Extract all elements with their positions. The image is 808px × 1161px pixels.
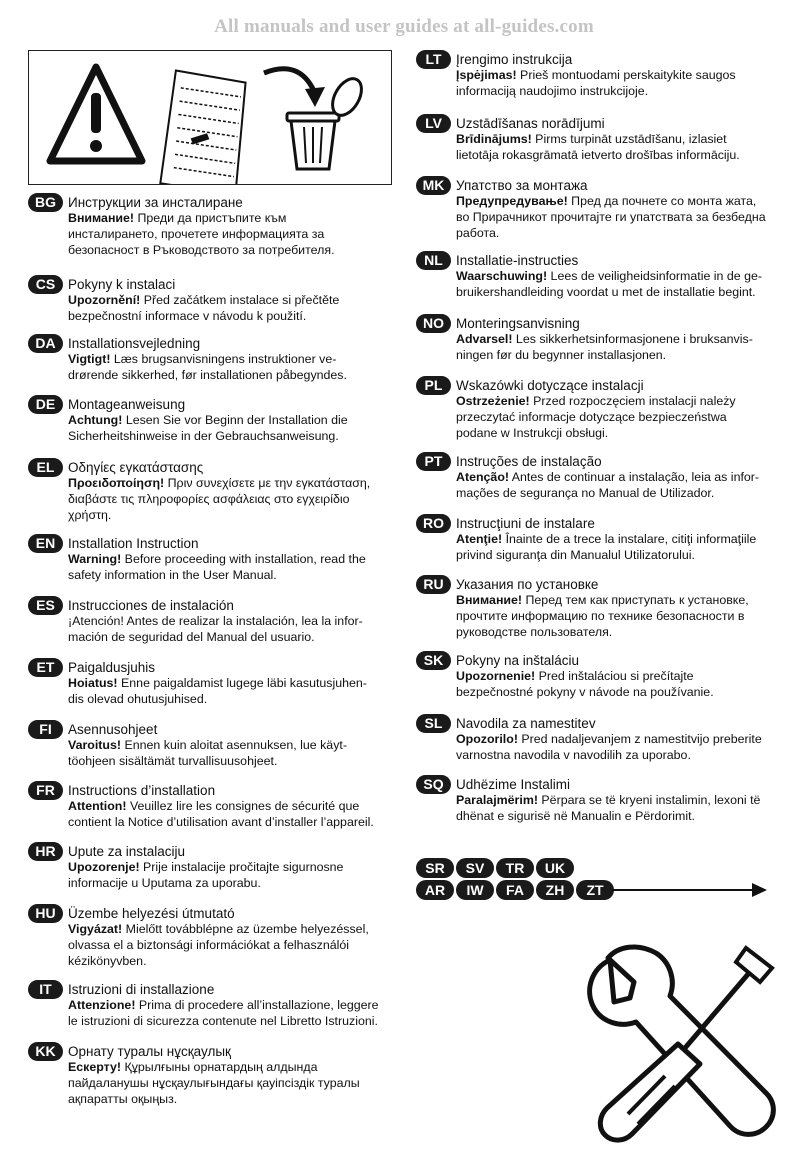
entry-body: Achtung! Lesen Sie vor Beginn der Installation die Sicherheitshinweise in der Gebrauchsanweisung. (68, 413, 348, 443)
language-badge: FA (496, 880, 534, 900)
language-badge: BG (28, 193, 63, 212)
trash-can-icon (287, 74, 367, 169)
entry-body: Vigyázat! Mielőtt továbblépne az üzembe helyezéssel, olvassa el a biztonsági információkat a felhasználói kézikönyvben. (68, 922, 369, 968)
entry-body: Ескерту! Құрылғыны орнатардың алдында пайдаланушы нұсқаулығындағы қауіпсіздік туралы ақпаратты оқыңыз. (68, 1060, 360, 1106)
warning-triangle-icon (50, 67, 142, 161)
entry-body: Paralajmërim! Përpara se të kryeni instalimin, lexoni të dhënat e sigurisë në Manualin e Përdorimit. (456, 793, 761, 823)
entry-body: Upozornění! Před začátkem instalace si přečtěte bezpečnostní informace v návodu k použití. (68, 293, 340, 323)
language-badge: ZT (576, 880, 614, 900)
language-badge: IT (28, 980, 63, 999)
language-badge: TR (496, 858, 534, 878)
entry-body: Upozorenje! Prije instalacije pročitajte sigurnosne informacije u Uputama za uporabu. (68, 860, 344, 890)
entry-body: Advarsel! Les sikkerhetsinformasjonene i bruksanvis- ningen før du begynner installasjonen. (456, 332, 753, 362)
warning-label: Upozornenie! (456, 669, 536, 683)
language-badge: PT (416, 452, 451, 471)
wrench-screwdriver-icon (580, 938, 780, 1148)
entry-title: Installatie-instructies (456, 253, 579, 268)
entry-title: Instrucţiuni de instalare (456, 516, 595, 531)
language-badge: CS (28, 275, 63, 294)
language-badge: HR (28, 842, 63, 861)
entry-title: Pokyny k instalaci (68, 277, 176, 292)
language-badge: ZH (536, 880, 574, 900)
language-badge: UK (536, 858, 574, 878)
warning-label: Ostrzeżenie! (456, 394, 530, 408)
watermark-text: All manuals and user guides at all-guides.com (214, 16, 594, 37)
manual-booklet-icon (141, 61, 269, 184)
entry-body: Hoiatus! Enne paigaldamist lugege läbi kasutusjuhen- dis olevad ohutusjuhised. (68, 676, 367, 706)
entry-title: Instructions d’installation (68, 783, 216, 798)
warning-label: Upozornění! (68, 293, 141, 307)
entry-body: Brīdinājums! Pirms turpināt uzstādīšanu, izlasiet lietotāja rokasgrāmatā ietverto drošības informāciju. (456, 132, 740, 162)
warning-label: Atenţie! (456, 532, 503, 546)
entry-title: Installation Instruction (68, 536, 199, 551)
arrow-right-icon (612, 880, 772, 900)
language-badge: DE (28, 395, 63, 414)
entry-title: Istruzioni di installazione (68, 982, 215, 997)
language-badge: LV (416, 114, 451, 133)
warning-label: Atenção! (456, 470, 510, 484)
entry-body: Внимание! Преди да пристъпите към инсталирането, прочетете информацията за безопасност в Ръководството за потребителя. (68, 211, 335, 257)
entry-body: Varoitus! Ennen kuin aloitat asennuksen, lue käyt- töohjeen sisältämät turvallisuusohjeet. (68, 738, 347, 768)
entry-body: Ostrzeżenie! Przed rozpoczęciem instalacji należy przeczytać informacje dotyczące bezpieczeństwa podane w Instrukcji obsługi. (456, 394, 736, 440)
entry-body: Atenţie! Înainte de a trece la instalare, citiţi informaţiile privind siguranţa din Manualul Utilizatorului. (456, 532, 757, 562)
entry-title: Uzstādīšanas norādījumi (456, 116, 605, 131)
entry-title: Asennusohjeet (68, 722, 158, 737)
language-badge: SL (416, 714, 451, 733)
language-badge: PL (416, 376, 451, 395)
warning-label: Προειδοποίηση! (68, 476, 165, 490)
language-badge: FI (28, 720, 63, 739)
entry-title: Įrengimo instrukcija (456, 52, 573, 67)
entry-body: Attention! Veuillez lire les consignes de sécurité que contient la Notice d’utilisation avant d’installer l’appareil. (68, 799, 374, 829)
language-badge: SQ (416, 775, 451, 794)
warning-label: Waarschuwing! (456, 269, 548, 283)
entry-body: Attenzione! Prima di procedere all’installazione, leggere le istruzioni di sicurezza contenute nel Libretto Istruzioni. (68, 998, 379, 1028)
warning-label: Upozorenje! (68, 860, 140, 874)
entry-body: Προειδοποίηση! Πριν συνεχίσετε με την εγκατάσταση, διαβάστε τις πληροφορίες ασφάλειας στο εγχειρίδιο χρήστη. (68, 476, 371, 522)
entry-body: Atenção! Antes de continuar a instalação, leia as infor- mações de segurança no Manual de Utilizador. (456, 470, 760, 500)
warning-label: Attenzione! (68, 998, 136, 1012)
entry-title: Οδηγίες εγκατάστασης (68, 460, 204, 475)
warning-label: Warning! (68, 552, 122, 566)
language-badge: ET (28, 658, 63, 677)
language-badge: KK (28, 1042, 63, 1061)
warning-label: Brīdinājums! (456, 132, 532, 146)
language-badge: RU (416, 575, 451, 594)
language-badge: EN (28, 534, 63, 553)
warning-label: Įspėjimas! (456, 68, 517, 82)
warning-label: Ескерту! (68, 1060, 122, 1074)
language-badge: ES (28, 596, 63, 615)
warning-label: Внимание! (456, 593, 523, 607)
entry-body: Warning! Before proceeding with installation, read the safety information in the User Manual. (68, 552, 366, 582)
language-badge: AR (416, 880, 454, 900)
language-badge: LT (416, 50, 451, 69)
entry-body: Waarschuwing! Lees de veiligheidsinformatie in de ge- bruikershandleiding voordat u met de installatie begint. (456, 269, 763, 299)
entry-title: Udhëzime Instalimi (456, 777, 571, 792)
warning-label: Внимание! (68, 211, 135, 225)
language-badge: EL (28, 458, 63, 477)
entry-title: Орнату туралы нұсқаулық (68, 1044, 231, 1059)
warning-label: Opozorilo! (456, 732, 518, 746)
warning-label: Attention! (68, 799, 127, 813)
entry-body: Предупредување! Пред да почнете со монта жата, во Прирачникот прочитајте ги упатствата за безбедна работа. (456, 194, 766, 240)
warning-illustration (28, 50, 392, 185)
language-badge: DA (28, 334, 63, 353)
entry-title: Paigaldusjuhis (68, 660, 156, 675)
language-badge: HU (28, 904, 63, 923)
entry-title: Upute za instalaciju (68, 844, 186, 859)
entry-title: Montageanweisung (68, 397, 186, 412)
entry-body: Vigtigt! Læs brugsanvisningens instruktioner ve- drørende sikkerhed, før installationen påbegyndes. (68, 352, 347, 382)
language-badge: FR (28, 781, 63, 800)
language-badge: RO (416, 514, 451, 533)
entry-title: Pokyny na inštaláciu (456, 653, 580, 668)
warning-label: Vigtigt! (68, 352, 111, 366)
entry-title: Инструкции за инсталиране (68, 195, 243, 210)
entry-body: Opozorilo! Pred nadaljevanjem z namestitvijo preberite varnostna navodila v navodilih za uporabo. (456, 732, 762, 762)
language-badge: SK (416, 651, 451, 670)
language-badge: SV (456, 858, 494, 878)
language-badge: NO (416, 314, 451, 333)
entry-title: Упатство за монтажа (456, 178, 588, 193)
entry-title: Installationsvejledning (68, 336, 201, 351)
language-badge: MK (416, 176, 451, 195)
warning-label: Hoiatus! (68, 676, 118, 690)
language-badge: IW (456, 880, 494, 900)
entry-body: Upozornenie! Pred inštaláciou si prečítajte bezpečnostné pokyny v návode na používanie. (456, 669, 714, 699)
entry-title: Instruções de instalação (456, 454, 602, 469)
warning-label: Предупредување! (456, 194, 568, 208)
entry-body: Внимание! Перед тем как приступать к установке, прочтите информацию по технике безопасности в руководстве пользователя. (456, 593, 749, 639)
warning-label: Vigyázat! (68, 922, 123, 936)
entry-title: Instrucciones de instalación (68, 598, 234, 613)
entry-title: Navodila za namestitev (456, 716, 596, 731)
entry-title: Wskazówki dotyczące instalacji (456, 378, 644, 393)
warning-label: Achtung! (68, 413, 123, 427)
entry-body: Įspėjimas! Prieš montuodami perskaitykite saugos informaciją naudojimo instrukcijoje. (456, 68, 736, 98)
warning-label: Varoitus! (68, 738, 122, 752)
language-badge: NL (416, 251, 451, 270)
entry-title: Monteringsanvisning (456, 316, 580, 331)
warning-label: Paralajmërim! (456, 793, 538, 807)
entry-title: Üzembe helyezési útmutató (68, 906, 235, 921)
entry-title: Указания по установке (456, 577, 599, 592)
warning-label: Advarsel! (456, 332, 513, 346)
language-badge: SR (416, 858, 454, 878)
entry-body: ¡Atención! Antes de realizar la instalación, lea la infor- mación de seguridad del Manual del usuario. (68, 614, 363, 644)
